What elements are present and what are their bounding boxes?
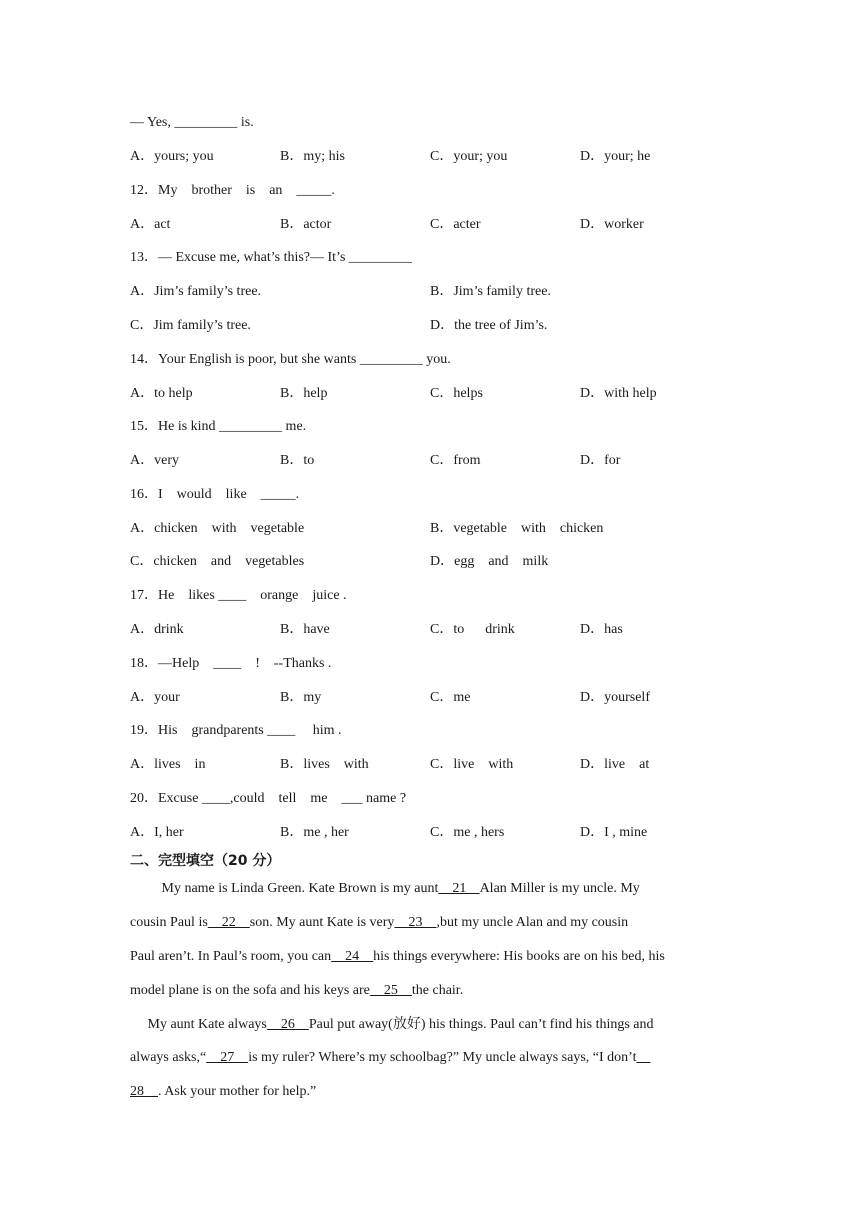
blank-22: 22 (207, 915, 250, 930)
q17-option-d: D．has (580, 622, 623, 637)
section-heading-cloze (130, 852, 280, 870)
q18-option-d: D．yourself (580, 690, 650, 705)
passage-text: ,but my uncle Alan and my cousin (436, 915, 629, 930)
passage-text: always asks,“ (130, 1050, 207, 1065)
q15-option-c: C．from (430, 453, 481, 468)
q13-option-b: B．Jim’s family tree. (430, 284, 551, 299)
passage-line (130, 948, 730, 966)
passage-line (130, 982, 730, 1000)
passage-text: Paul aren’t. In Paul’s room, you can (130, 949, 332, 964)
q19-option-d: D．live at (580, 757, 650, 772)
passage-text: My name is Linda Green. Kate Brown is my aunt (130, 881, 439, 896)
q16-option-d: D．egg and milk (430, 554, 549, 569)
q14-option-b: B．help (280, 386, 328, 401)
q18-option-a: A．your (130, 690, 180, 705)
passage-text: his things everywhere: His books are on his bed, his (373, 949, 665, 964)
q17-option-a: A．drink (130, 622, 184, 637)
q15-stem: 15．He is kind _________ me. (130, 419, 307, 434)
q20-option-d: D．I , mine (580, 825, 648, 840)
passage-line (130, 1049, 730, 1067)
q15-option-d: D．for (580, 453, 621, 468)
passage-text: Alan Miller is my uncle. My (479, 881, 640, 896)
section-heading-prefix: 二、完型填空（ (130, 853, 228, 869)
q11-answer-line: — Yes, _________ is. (130, 115, 254, 130)
q15-option-a: A．very (130, 453, 179, 468)
q12-option-d: D．worker (580, 217, 644, 232)
blank-25: 25 (369, 983, 412, 998)
q20-option-a: A．I, her (130, 825, 184, 840)
q13-stem: 13．— Excuse me, what’s this?— It’s _________ (130, 250, 412, 265)
q14-stem: 14．Your English is poor, but she wants _________ you. (130, 352, 451, 367)
q18-stem: 18．—Help ____ ! --Thanks . (130, 656, 332, 671)
q18-option-b: B．my (280, 690, 322, 705)
q20-stem: 20．Excuse ____,could tell me ___ name ? (130, 791, 407, 806)
q20-option-b: B．me , her (280, 825, 349, 840)
q12-option-c: C．acter (430, 217, 481, 232)
q16-option-b: B．vegetable with chicken (430, 521, 604, 536)
q12-option-b: B．actor (280, 217, 332, 232)
blank-28: 28 (130, 1084, 158, 1099)
q17-stem: 17．He likes ____ orange juice . (130, 588, 347, 603)
blank-28-start (636, 1050, 650, 1065)
q11-option-a: A．yours; you (130, 149, 214, 164)
section-heading-score: 20 分 (228, 853, 267, 869)
blank-26: 26 (266, 1017, 309, 1032)
q14-option-d: D．with help (580, 386, 657, 401)
passage-line (130, 880, 730, 898)
passage-text: . Ask your mother for help.” (158, 1084, 317, 1099)
q12-stem: 12．My brother is an _____. (130, 183, 335, 198)
section-heading-suffix: ） (266, 853, 281, 869)
q13-option-a: A．Jim’s family’s tree. (130, 284, 262, 299)
q19-stem: 19．His grandparents ____ him . (130, 723, 342, 738)
q16-stem: 16．I would like _____. (130, 487, 300, 502)
q19-option-c: C．live with (430, 757, 514, 772)
q15-option-b: B．to (280, 453, 315, 468)
q11-option-b: B．my; his (280, 149, 345, 164)
blank-27: 27 (206, 1050, 249, 1065)
q14-option-a: A．to help (130, 386, 193, 401)
q20-option-c: C．me , hers (430, 825, 505, 840)
passage-line (130, 914, 730, 932)
passage-text: son. My aunt Kate is very (249, 915, 395, 930)
q19-option-a: A．lives in (130, 757, 206, 772)
passage-line (130, 1083, 730, 1101)
blank-23: 23 (394, 915, 437, 930)
passage-text: Paul put away(放好) his things. Paul can’t find his things and (308, 1017, 654, 1032)
passage-text: model plane is on the sofa and his keys are (130, 983, 370, 998)
q16-option-c: C．chicken and vegetables (130, 554, 305, 569)
passage-text: My aunt Kate always (130, 1017, 267, 1032)
passage-text: cousin Paul is (130, 915, 208, 930)
q18-option-c: C．me (430, 690, 471, 705)
passage-text: the chair. (411, 983, 464, 998)
q16-option-a: A．chicken with vegetable (130, 521, 305, 536)
q12-option-a: A．act (130, 217, 171, 232)
q11-option-c: C．your; you (430, 149, 508, 164)
q11-option-d: D．your; he (580, 149, 651, 164)
passage-text: is my ruler? Where’s my schoolbag?” My uncle always says, “I don’t (248, 1050, 637, 1065)
q17-option-c: C．to drink (430, 622, 515, 637)
q19-option-b: B．lives with (280, 757, 369, 772)
blank-24: 24 (331, 949, 374, 964)
blank-21: 21 (438, 881, 480, 896)
q13-option-d: D．the tree of Jim’s. (430, 318, 548, 333)
q13-option-c: C．Jim family’s tree. (130, 318, 251, 333)
q17-option-b: B．have (280, 622, 330, 637)
q14-option-c: C．helps (430, 386, 483, 401)
passage-line (130, 1016, 730, 1034)
